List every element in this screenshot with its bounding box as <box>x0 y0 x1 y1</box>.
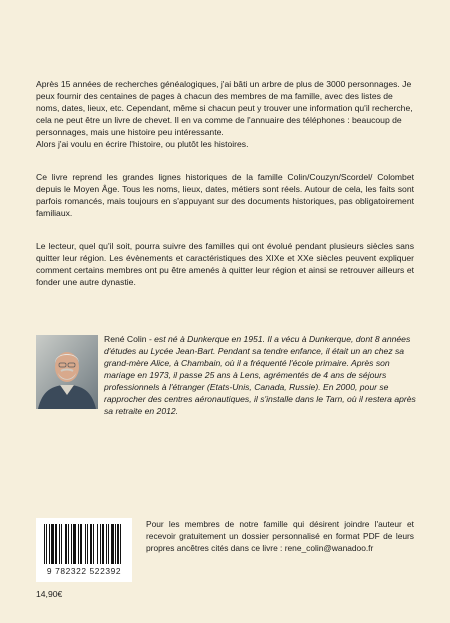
barcode-bar <box>44 524 45 564</box>
barcode-bar <box>46 524 47 564</box>
barcode-bar <box>55 524 57 564</box>
barcode-bar <box>87 524 88 564</box>
barcode-bar <box>85 524 86 564</box>
isbn-barcode <box>36 518 132 582</box>
intro-paragraph-1-text: Après 15 années de recherches généalogiques, j'ai bâti un arbre de plus de 3000 personnages. Je peux fournir des centaines de pages à chacun des membres de ma famille, avec des listes de noms, dates, lieux, etc. Cependant, même si chacun peut y trouver une information qu'il recherche, cela ne peut être un livre de chevet. Il en va comme de l'annuaire des téléphones : beaucoup de personnages, mais une histoire peu intéressante. <box>36 79 413 137</box>
intro-paragraph-1 <box>36 78 414 150</box>
barcode-bar <box>65 524 67 564</box>
barcode-bar <box>93 524 94 564</box>
barcode-bar <box>80 524 82 564</box>
author-photo <box>36 335 98 409</box>
barcode-bar <box>61 524 62 564</box>
intro-paragraph-1-closing: Alors j'ai voulu en écrire l'histoire, ou plutôt les histoires. <box>36 139 249 149</box>
author-bio-text: - est né à Dunkerque en 1951. Il a vécu à Dunkerque, dont 8 années d'études au Lycée Jean-Bart. Pendant sa tendre enfance, il était un an chez sa grand-mère Alice, à Chambain, où il a fréquenté l'école primaire. Après son mariage en 1973, il passe 25 ans à Lens, agrémentés de 4 ans de séjours professionnels à l'étranger (Etats-Unis, Canada, Russie). En 2000, pour se rapprocher des centres aéronautiques, il s'installe dans le Tarn, où il restera après sa retraite en 2012. <box>104 334 416 416</box>
barcode-bar <box>97 524 98 564</box>
barcode-bar <box>115 524 116 564</box>
barcode-bar <box>78 524 79 564</box>
barcode-bar <box>49 524 50 564</box>
author-bio <box>104 333 416 417</box>
contact-note: Pour les membres de notre famille qui désirent joindre l'auteur et recevoir gratuitement un dossier personnalisé en format PDF de leurs propres ancêtres cités dans ce livre : rene_colin@wanadoo.fr <box>146 519 414 553</box>
barcode-bar <box>68 524 69 564</box>
barcode-bar <box>111 524 114 564</box>
price: 14,90€ <box>36 589 63 599</box>
barcode-bar <box>117 524 119 564</box>
barcode-bar <box>120 524 121 564</box>
intro-paragraph-3: Le lecteur, quel qu'il soit, pourra suivre des familles qui ont évolué pendant plusieurs siècles sans quitter leur région. Les évènements et caractéristiques des XIXe et XXe siècles peuvent expliquer comment certains membres ont pu être amenés à quitter leur région et ainsi se retrouver ailleurs et fonder une autre dynastie. <box>36 241 414 287</box>
barcode-bar <box>100 524 101 564</box>
author-name: René Colin <box>104 334 147 344</box>
barcode-bar <box>73 524 76 564</box>
barcode-bar <box>106 524 107 564</box>
barcode-bar <box>108 524 109 564</box>
barcode-bar <box>59 524 60 564</box>
barcode-bars <box>36 518 132 566</box>
barcode-bar <box>102 524 104 564</box>
intro-paragraph-2: Ce livre reprend les grandes lignes historiques de la famille Colin/Couzyn/Scordel/ Colombet depuis le Moyen Âge. Tous les noms, lieux, dates, métiers sont réels. Autour de cela, les faits sont parfois romancés, mais toujours en s'appuyant sur des documents historiques, pas obligatoirement familiaux. <box>36 172 414 218</box>
barcode-bar <box>51 524 54 564</box>
barcode-bar <box>71 524 72 564</box>
barcode-number: 9 782322 522392 <box>46 566 122 576</box>
barcode-bar <box>90 524 92 564</box>
